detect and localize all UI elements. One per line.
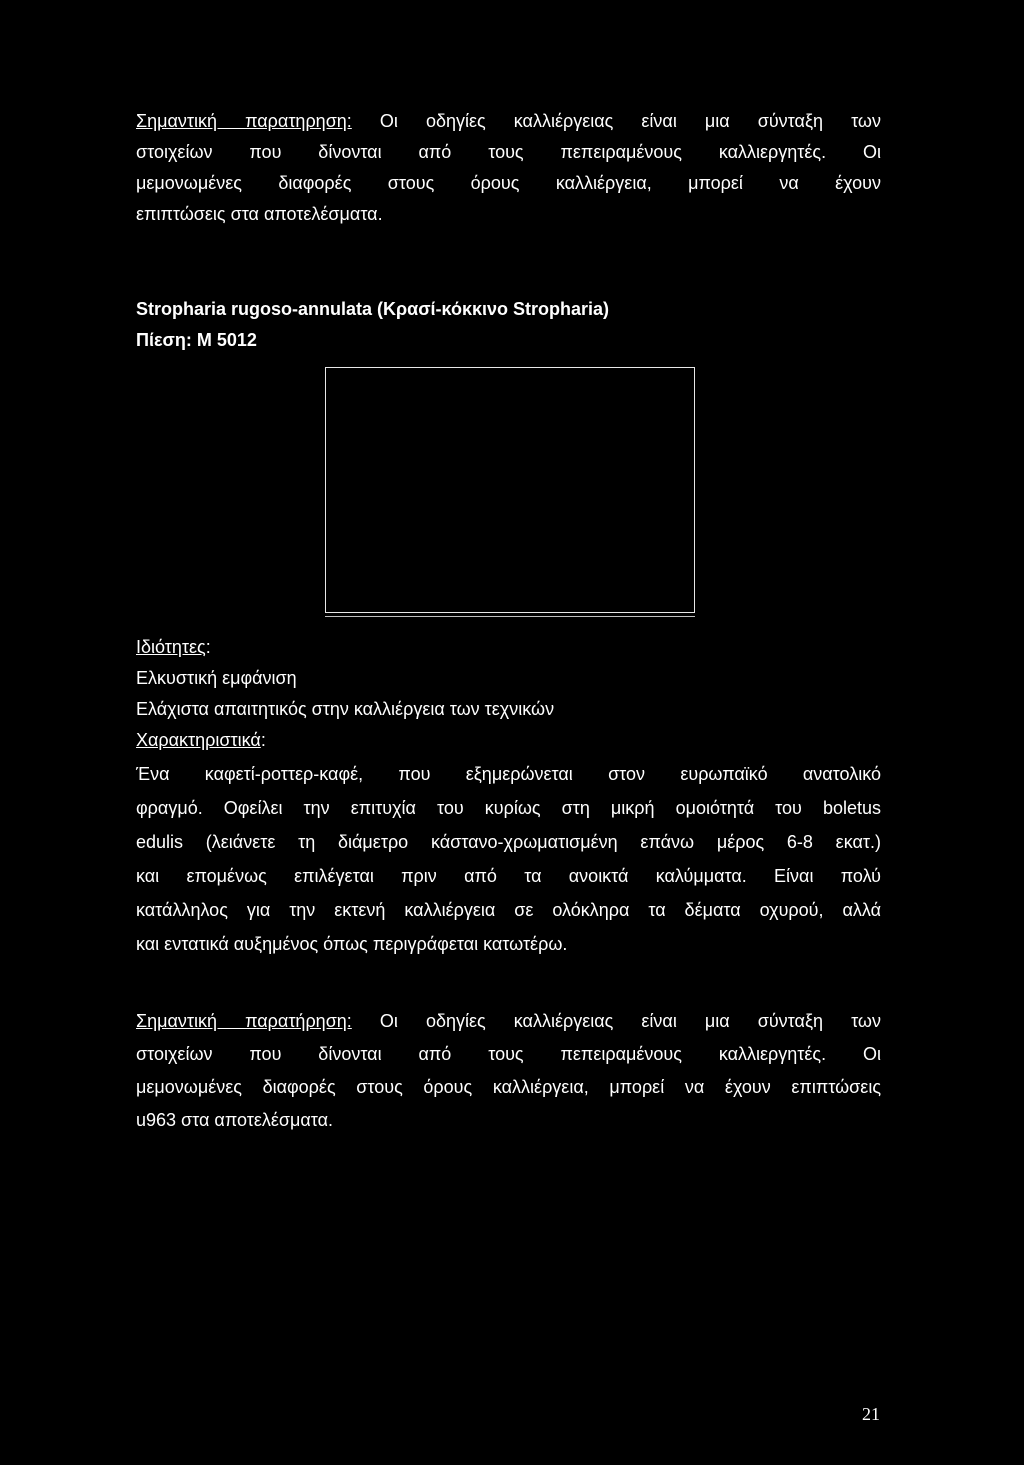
species-title: Stropharia rugoso-annulata (Κρασί-κόκκινο Stropharia)	[136, 299, 610, 319]
characteristics-line: Ένα καφετί-ροττερ-καφέ, που εξημερώνεται στον ευρωπαϊκό ανατολικό	[136, 764, 881, 784]
note-text-line: επιπτώσεις στα αποτελέσματα.	[136, 204, 383, 224]
property-item: Ελκυστική εμφάνιση	[136, 668, 297, 688]
important-note-bottom	[136, 1005, 881, 1137]
characteristics-line: κατάλληλος για την εκτενή καλλιέργεια σε ολόκληρα τα δέματα οχυρού, αλλά	[136, 900, 881, 920]
properties-heading: Ιδιότητες	[136, 637, 206, 657]
properties-section: Ιδιότητες: Ελκυστική εμφάνιση Ελάχιστα απαιτητικός στην καλλιέργεια των τεχνικών	[136, 632, 881, 725]
mushroom-photo	[325, 367, 695, 613]
note-label: Σημαντική παρατήρηση:	[136, 1011, 352, 1031]
note-label: Σημαντική παρατηρηση:	[136, 111, 352, 131]
note-text-line: Οι οδηγίες καλλιέργειας είναι μια σύνταξη των	[351, 111, 881, 131]
characteristics-text	[136, 757, 881, 961]
page-number: 21	[862, 1404, 880, 1424]
photo-frame-shadow	[325, 616, 695, 617]
note-text-line: στοιχείων που δίνονται από τους πεπειραμένους καλλιεργητές. Οι	[136, 142, 881, 162]
important-note-top	[136, 106, 881, 230]
note-text-line: Οι οδηγίες καλλιέργειας είναι μια σύνταξη των	[351, 1011, 881, 1031]
characteristics-section: Χαρακτηριστικά:	[136, 730, 266, 750]
characteristics-line: και επομένως επιλέγεται πριν από τα ανοικτά καλύμματα. Είναι πολύ	[136, 866, 881, 886]
note-text-line: στοιχείων που δίνονται από τους πεπειραμένους καλλιεργητές. Οι	[136, 1044, 881, 1064]
note-text-line: μεμονωμένες διαφορές στους όρους καλλιέργεια, μπορεί να έχουν	[136, 173, 881, 193]
property-item: Ελάχιστα απαιτητικός στην καλλιέργεια των τεχνικών	[136, 699, 555, 719]
note-text-line: μεμονωμένες διαφορές στους όρους καλλιέργεια, μπορεί να έχουν επιπτώσεις	[136, 1077, 881, 1097]
characteristics-line: edulis (λειάνετε τη διάμετρο κάστανο-χρωματισμένη επάνω μέρος 6-8 εκατ.)	[136, 832, 881, 852]
characteristics-heading: Χαρακτηριστικά	[136, 730, 261, 750]
strain-code: Πίεση: M 5012	[136, 330, 257, 350]
characteristics-line: και εντατικά αυξημένος όπως περιγράφεται κατωτέρω.	[136, 934, 568, 954]
note-text-line: u963 στα αποτελέσματα.	[136, 1110, 334, 1130]
characteristics-line: φραγμό. Οφείλει την επιτυχία του κυρίως στη μικρή ομοιότητά του boletus	[136, 798, 881, 818]
